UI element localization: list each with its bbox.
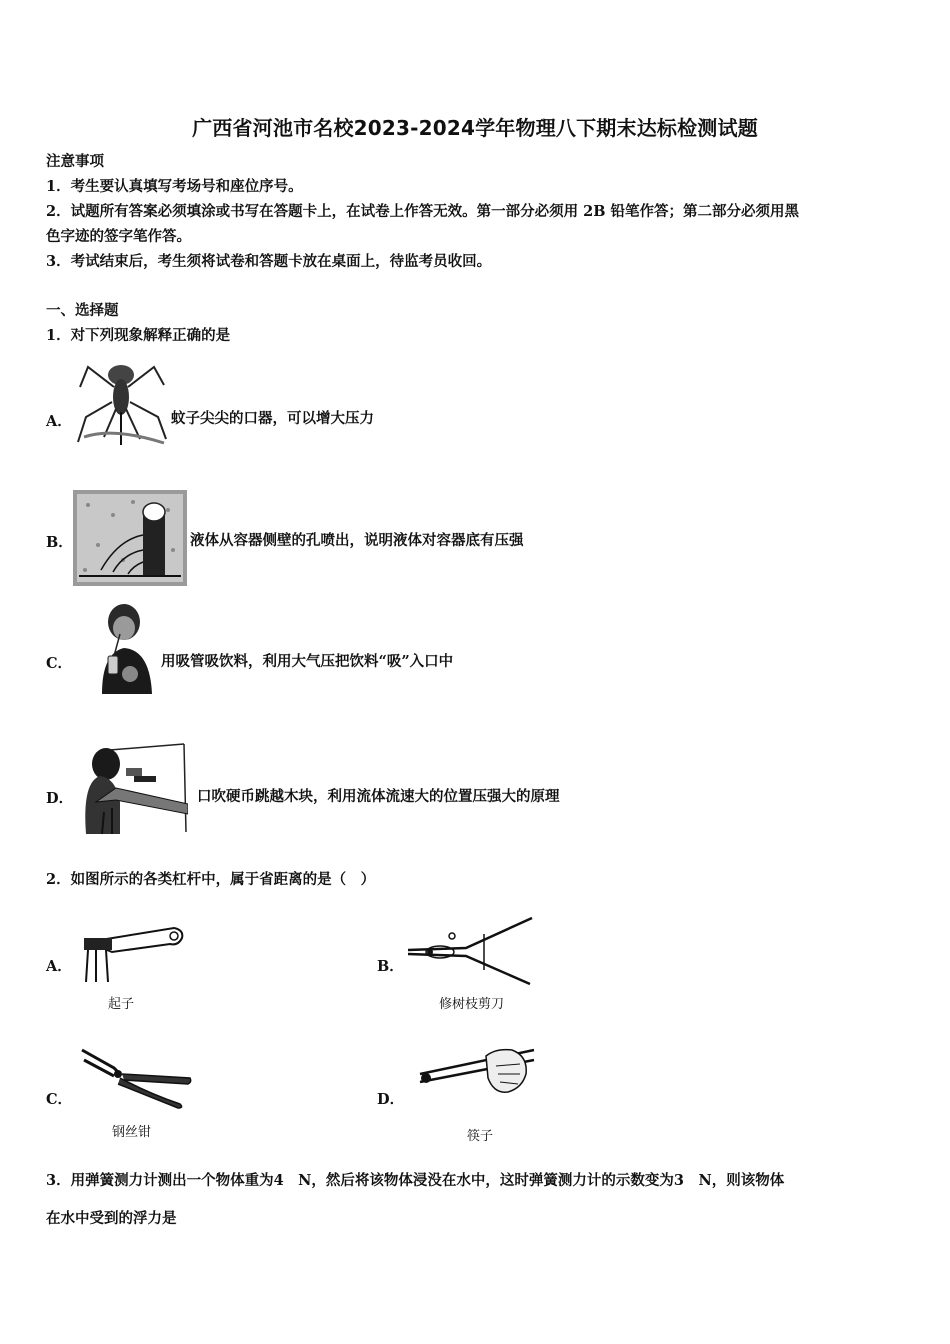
q2-option-a-label: A． <box>46 958 72 975</box>
straw-icon <box>88 598 156 694</box>
container-icon <box>73 490 187 586</box>
q3-line-1: 3．用弹簧测力计测出一个物体重为4 N，然后将该物体浸没在水中，这时弹簧测力计的示数变为3 N，则该物体 <box>46 1172 785 1189</box>
shears-icon <box>406 914 534 988</box>
q2-option-b-caption: 修树枝剪刀 <box>439 997 505 1012</box>
q2-option-c-caption: 钢丝钳 <box>112 1125 152 1140</box>
notice-item-1: 1．考生要认真填写考场号和座位序号。 <box>46 178 303 195</box>
q2-stem: 2．如图所示的各类杠杆中，属于省距离的是（ ） <box>46 871 376 888</box>
q2-option-d-label: D． <box>377 1091 405 1108</box>
q1-option-d-text: 口吹硬币跳越木块，利用流体流速大的位置压强大的原理 <box>197 788 560 805</box>
coin-blow-icon <box>76 742 188 834</box>
bottle-opener-icon <box>78 920 186 984</box>
section-heading: 一、选择题 <box>46 302 119 319</box>
q1-option-b-label: B． <box>46 534 73 551</box>
q1-option-b-text: 液体从容器侧壁的孔喷出，说明液体对容器底有压强 <box>190 532 524 549</box>
notice-item-3: 3．考试结束后，考生须将试卷和答题卡放在桌面上，待监考员收回。 <box>46 253 492 270</box>
notice-item-2: 2．试题所有答案必须填涂或书写在答题卡上，在试卷上作答无效。第一部分必须用 2B 铅笔作答；第二部分必须用黑 <box>46 203 800 220</box>
chopsticks-icon <box>416 1044 538 1100</box>
q1-option-c-label: C． <box>46 655 73 672</box>
page-title: 广西省河池市名校2023-2024学年物理八下期末达标检测试题 <box>192 116 758 140</box>
q2-option-d-caption: 筷子 <box>467 1129 494 1144</box>
mosquito-icon <box>74 357 169 449</box>
q1-option-a-label: A． <box>46 413 72 430</box>
q3-line-2: 在水中受到的浮力是 <box>46 1210 177 1227</box>
notice-item-2-cont: 色字迹的签字笔作答。 <box>46 228 191 245</box>
q2-option-c-label: C． <box>46 1091 73 1108</box>
q2-option-b-label: B． <box>377 958 404 975</box>
q1-option-d-label: D． <box>46 790 74 807</box>
pliers-icon <box>80 1046 194 1110</box>
q2-option-a-caption: 起子 <box>108 997 135 1012</box>
q1-option-c-text: 用吸管吸饮料，利用大气压把饮料“吸”入口中 <box>161 653 454 670</box>
q1-option-a-text: 蚊子尖尖的口器，可以增大压力 <box>171 410 374 427</box>
q1-stem: 1．对下列现象解释正确的是 <box>46 327 231 344</box>
notice-heading: 注意事项 <box>46 153 104 170</box>
